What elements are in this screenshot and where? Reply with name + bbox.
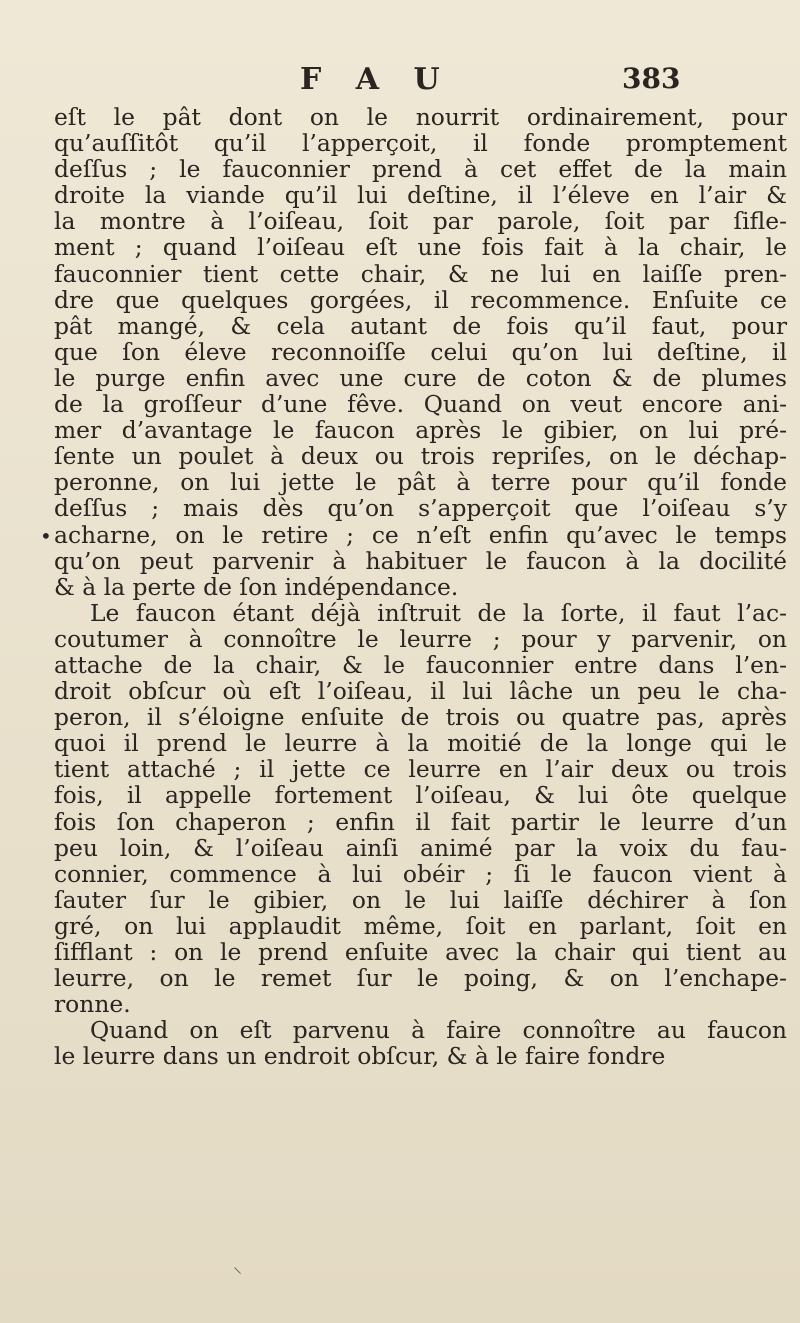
page-number: 383 [622,62,681,95]
text-line: deſſus ; mais dès qu’on s’apperçoit que l’oiſeau s’y [54,494,787,523]
text-line: peronne, on lui jette le pât à terre pour qu’il fonde [54,468,787,497]
text-line: de la groſſeur d’une fêve. Quand on veut encore ani- [54,390,787,419]
text-line: ronne. [54,990,131,1019]
text-line: quoi il prend le leurre à la moitié de la longe qui le [54,729,787,758]
text-line: le purge enfin avec une cure de coton & de plumes [54,363,787,392]
text-line: ſifflant : on le prend enſuite avec la chair qui tient au [54,938,787,966]
body-text [54,104,787,1069]
text-line: Quand on eſt parvenu à faire connoître au faucon [90,1016,787,1045]
text-line: attache de la chair, & le fauconnier entre dans l’en- [54,650,787,679]
text-line: leurre, on le remet ſur le poing, & on l’enchape- [54,964,787,993]
text-line: le leurre dans un endroit obſcur, & à le faire fondre [54,1042,666,1071]
text-line: tient attaché ; il jette ce leurre en l’air deux ou trois [54,755,787,784]
stray-ink-mark: ⸌ [233,1264,242,1285]
text-line: eſt le pât dont on le nourrit ordinairement, pour [54,103,787,131]
text-line: fois, il appelle fortement l’oiſeau, & lui ôte quelque [54,781,787,810]
text-line: acharne, on le retire ; ce n’eſt enfin qu’avec le temps [54,520,787,549]
text-line: ment ; quand l’oiſeau eſt une fois fait à la chair, le [54,233,787,262]
text-line: dre que quelques gorgées, il recommence. Enſuite ce [54,285,787,314]
text-line: & à la perte de ſon indépendance. [54,572,459,601]
text-line: qu’auſſitôt qu’il l’apperçoit, il fonde promptement [54,129,787,158]
text-line: connier, commence à lui obéir ; ſi le faucon vient à [54,859,787,888]
text-line: fauconnier tient cette chair, & ne lui en laiſſe pren- [54,259,787,288]
text-line: mer d’avantage le faucon après le gibier, on lui pré- [54,416,787,445]
text-line: droite la viande qu’il lui deſtine, il l’éleve en l’air & [54,181,787,210]
text-line: peu loin, & l’oiſeau ainſi animé par la voix du fau- [54,833,787,862]
text-line: ſauter ſur le gibier, on le lui laiſſe déchirer à ſon [54,885,787,914]
text-line: gré, on lui applaudit même, ſoit en parlant, ſoit en [54,911,787,940]
text-line: Le faucon étant déjà inſtruit de la ſorte, il faut l’ac- [90,598,787,627]
text-line: deſſus ; le fauconnier prend à cet effet de la main [54,155,787,184]
running-head: F A U [300,62,452,97]
text-line: peron, il s’éloigne enſuite de trois ou quatre pas, après [54,703,787,732]
page-header [0,62,800,102]
text-line: que ſon éleve reconnoiſſe celui qu’on lui deſtine, il [54,337,787,366]
text-line: droit obſcur où eſt l’oiſeau, il lui lâche un peu le cha- [54,677,787,706]
text-line: pât mangé, & cela autant de fois qu’il faut, pour [54,311,787,340]
text-line: la montre à l’oiſeau, ſoit par parole, ſoit par ſifle- [54,207,787,236]
text-line: coutumer à connoître le leurre ; pour y parvenir, on [54,624,787,653]
margin-mark: • [40,524,52,548]
text-line: fois ſon chaperon ; enfin il fait partir le leurre d’un [54,807,787,836]
text-line: qu’on peut parvenir à habituer le faucon à la docilité [54,546,787,575]
text-line: ſente un poulet à deux ou trois repriſes, on le déchap- [54,442,787,471]
